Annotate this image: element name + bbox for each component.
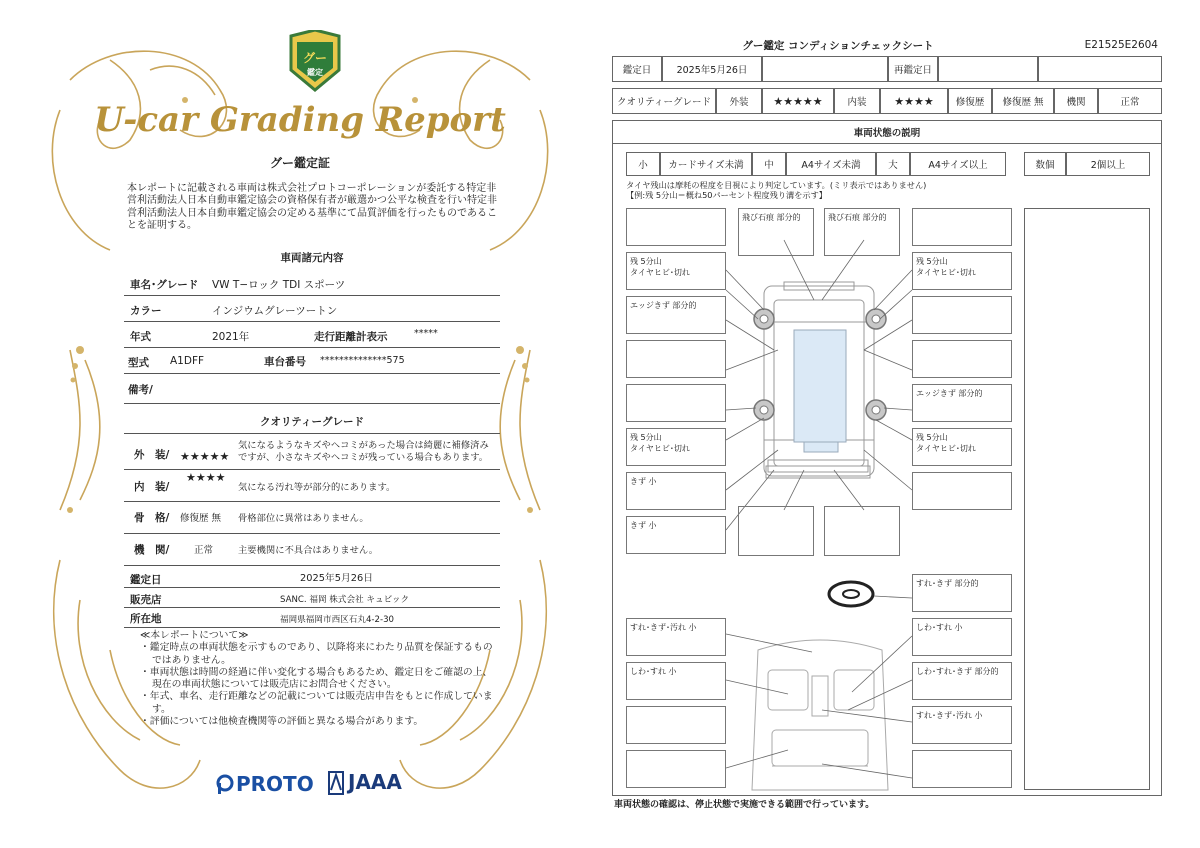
- interior-stars: ★★★★: [880, 88, 948, 114]
- exterior-box: [626, 340, 726, 378]
- chassis-value: **************575: [320, 355, 405, 366]
- interior-left-label: しわ･すれ 小: [626, 662, 726, 700]
- grade-section-title: クオリティーグレード: [260, 416, 364, 428]
- left-front-tire-label: 残 5分山 タイヤヒビ･切れ: [626, 252, 726, 290]
- report-notes: [140, 630, 500, 728]
- address-value: 福岡県福岡市西区石丸4-2-30: [280, 615, 395, 625]
- interior-right-label: しわ･すれ･きず 部分的: [912, 662, 1012, 700]
- script-title: U-car Grading Report: [94, 100, 506, 140]
- repair-label: 修復歴: [948, 88, 992, 114]
- appraisal-date-label: 鑑定日: [612, 56, 662, 82]
- remarks-label: 備考/: [128, 384, 153, 396]
- interior-box: [626, 706, 726, 744]
- note-item: ・評価については他検査機関等の評価と異なる場合があります。: [140, 716, 424, 728]
- year-label: 年式: [130, 331, 151, 343]
- spec-row-color: [124, 296, 500, 322]
- frame-value: 修復歴 無: [180, 513, 222, 524]
- dealer-label: 販売店: [130, 594, 162, 606]
- address-row: [124, 608, 500, 628]
- grade-row-frame: [124, 502, 500, 534]
- note-item: ・鑑定時点の車両状態を示すものであり、以降将来にわたり品質を保証するものではありません。: [140, 642, 493, 666]
- dealer-value: SANC. 福岡 株式会社 キュビック: [280, 595, 410, 605]
- chassis-label: 車台番号: [264, 356, 306, 368]
- exterior-label: 外装: [716, 88, 762, 114]
- model-label: 型式: [128, 357, 149, 369]
- vehicle-diagram: [608, 30, 1168, 820]
- exterior-box: [824, 506, 900, 556]
- date-label: 鑑定日: [130, 574, 162, 586]
- exterior-stars: ★★★★★: [762, 88, 834, 114]
- frame-desc: 骨格部位に異常はありません。: [238, 513, 369, 524]
- interior-right-label: しわ･すれ 小: [912, 618, 1012, 656]
- size-large: 大: [876, 152, 910, 176]
- size-medium-desc: A4サイズ未満: [786, 152, 876, 176]
- exterior-stars: ★★★★★: [180, 450, 230, 463]
- mileage-value: *****: [414, 328, 438, 339]
- color-label: カラー: [130, 305, 162, 317]
- tire-note-2: 【例:残 5分山＝概ね50パーセント程度残り溝を示す】: [626, 190, 827, 200]
- proto-logo-icon: [216, 773, 234, 795]
- right-edge-label: エッジきず 部分的: [912, 384, 1012, 422]
- exterior-box: [912, 340, 1012, 378]
- steering-label: すれ･きず 部分的: [912, 574, 1012, 612]
- exterior-box: [626, 384, 726, 422]
- left-scratch-label: きず 小: [626, 516, 726, 554]
- interior-stars: ★★★★: [186, 471, 226, 484]
- appraisal-date-row: [124, 566, 500, 588]
- frame-label: 骨 格/: [134, 512, 170, 524]
- spec-row-year: [124, 322, 500, 348]
- exterior-box: [738, 506, 814, 556]
- count-desc: 2個以上: [1066, 152, 1150, 176]
- exterior-label: 外 装/: [134, 449, 170, 461]
- proto-logo-text: PROTO: [236, 772, 314, 796]
- engine-label: 機関: [1054, 88, 1098, 114]
- jaaa-logo-icon: [326, 770, 346, 796]
- tire-note-1: タイヤ残山は摩耗の程度を目視により判定しています。(ミリ表示ではありません): [626, 180, 927, 190]
- name-label: 車名･グレード: [130, 279, 199, 291]
- exterior-box: [626, 208, 726, 246]
- interior-right-label: すれ･きず･汚れ 小: [912, 706, 1012, 744]
- grade-row-exterior: [124, 436, 500, 470]
- condition-check-sheet: [608, 30, 1168, 820]
- svg-text:グー: グー: [302, 51, 328, 65]
- size-small-desc: カードサイズ未満: [660, 152, 752, 176]
- sheet-title: グー鑑定 コンディションチェックシート: [742, 40, 934, 52]
- exterior-desc: 気になるようなキズやヘコミがあった場合は綺麗に補修済みですが、小さなキズやヘコミが残っている場合もあります。: [238, 440, 489, 463]
- exterior-box: [912, 472, 1012, 510]
- spec-row-name: [124, 270, 500, 296]
- jaaa-logo-text: JAAA: [348, 770, 402, 794]
- grade-row-interior: [124, 470, 500, 502]
- model-value: A1DFF: [170, 355, 205, 367]
- color-value: インジウムグレーツートン: [212, 305, 338, 317]
- spec-row-remarks: [124, 374, 500, 404]
- interior-box: [626, 750, 726, 788]
- right-front-tire-label: 残 5分山 タイヤヒビ･切れ: [912, 252, 1012, 290]
- front-chip-label: 飛び石痕 部分的: [738, 208, 814, 256]
- engine-value: 正常: [194, 545, 214, 556]
- dealer-row: [124, 588, 500, 608]
- grade-row-engine: [124, 534, 500, 566]
- size-large-desc: A4サイズ以上: [910, 152, 1006, 176]
- address-label: 所在地: [130, 613, 162, 625]
- vehicle-state-title: 車両状態の説明: [612, 120, 1162, 144]
- spec-section-title: 車両諸元内容: [280, 252, 344, 264]
- date-value: 2025年5月26日: [300, 573, 374, 584]
- exterior-box: [912, 208, 1012, 246]
- exterior-box: [912, 296, 1012, 334]
- interior-box: [912, 750, 1012, 788]
- left-scratch-label: きず 小: [626, 472, 726, 510]
- count-label: 数個: [1024, 152, 1066, 176]
- notes-heading: ≪本レポートについて≫: [140, 630, 249, 641]
- year-value: 2021年: [212, 331, 250, 343]
- note-item: ・車両状態は時間の経過に伴い変化する場合もあるため、鑑定日をご確認の上、現在の車両状態については販売店にお問合せください。: [140, 666, 493, 691]
- engine-desc: 主要機関に不具合はありません。: [238, 545, 379, 556]
- front-chip-label: 飛び石痕 部分的: [824, 208, 900, 256]
- spec-row-model: [124, 348, 500, 374]
- interior-desc: 気になる汚れ等が部分的にあります。: [238, 482, 396, 493]
- size-small: 小: [626, 152, 660, 176]
- interior-left-label: すれ･きず･汚れ 小: [626, 618, 726, 656]
- mileage-label: 走行距離計表示: [314, 331, 388, 343]
- note-item: ・年式、車名、走行距離などの記載については販売店申告をもとに作成しています。: [140, 691, 493, 715]
- goo-kantei-badge: [287, 30, 343, 92]
- engine-value: 正常: [1098, 88, 1162, 114]
- appraisal-date-value: 2025年5月26日: [662, 56, 762, 82]
- right-rear-tire-label: 残 5分山 タイヤヒビ･切れ: [912, 428, 1012, 466]
- svg-text:鑑定: 鑑定: [307, 68, 323, 77]
- repair-value: 修復歴 無: [992, 88, 1054, 114]
- interior-label: 内 装/: [134, 481, 170, 493]
- quality-grade-label: クオリティーグレード: [612, 88, 716, 114]
- left-edge-label: エッジきず 部分的: [626, 296, 726, 334]
- reappraisal-label: 再鑑定日: [888, 56, 938, 82]
- size-medium: 中: [752, 152, 786, 176]
- sheet-id: E21525E2604: [1084, 39, 1158, 51]
- certificate-title: グー鑑定証: [269, 156, 330, 170]
- left-rear-tire-label: 残 5分山 タイヤヒビ･切れ: [626, 428, 726, 466]
- engine-label: 機 関/: [134, 544, 170, 556]
- interior-label: 内装: [834, 88, 880, 114]
- name-value: VW T−ロック TDI スポーツ: [212, 279, 346, 291]
- sheet-footer: 車両状態の確認は、停止状態で実施できる範囲で行っています。: [614, 800, 875, 810]
- grade-divider: [124, 432, 500, 434]
- certificate-body: 本レポートに記載される車両は株式会社プロトコーポレーションが委託する特定非営利活動法人日本自動車鑑定協会の資格保有者が厳選かつ公平な検査を行い特定非営利活動法人日本自動車鑑定協会の定める基準にて品質評価を行ったものであることを証明する。: [127, 183, 497, 232]
